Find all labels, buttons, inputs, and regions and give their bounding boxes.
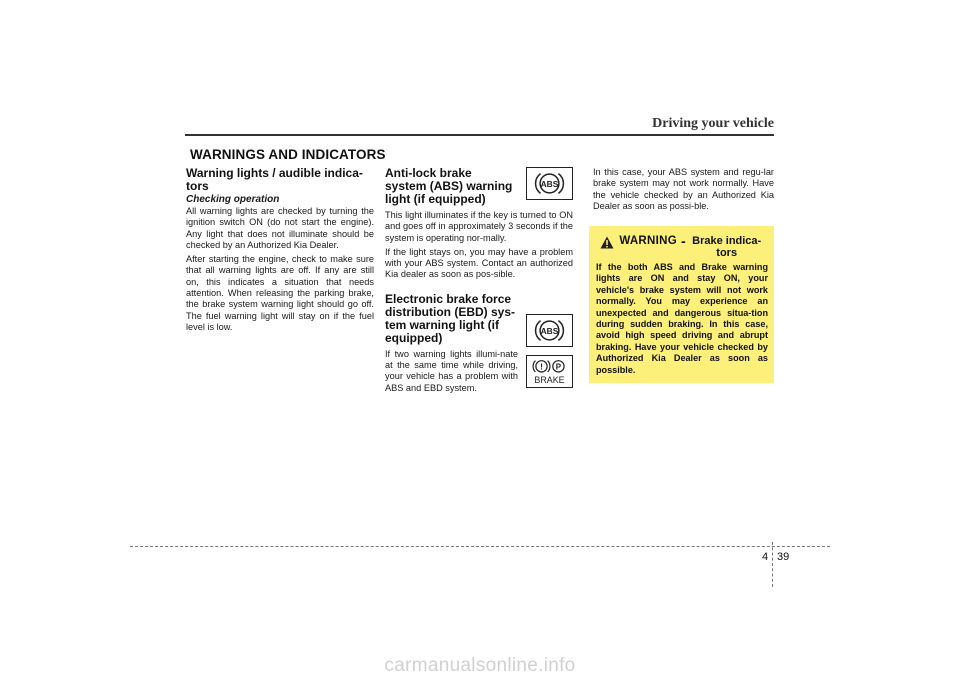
column-continued xyxy=(593,167,774,215)
brake-warning-icon xyxy=(526,355,573,388)
checking-paragraph-1: All warning lights are checked by turning the ignition switch ON (do not start the engine). Any light that does not illuminate should be checked by an Authorized Kia Dealer. xyxy=(186,206,374,250)
checking-paragraph-2: After starting the engine, check to make sure that all warning lights are off. If any are still on, this indicates a situation that needs attention. When releasing the parking brake, the brake system warning light should go off. The fuel warning light will stay on if the fuel level is low. xyxy=(186,254,374,332)
header-rule xyxy=(185,134,774,136)
running-title: Driving your vehicle xyxy=(652,116,774,131)
abs-heading: Anti-lock brake system (ABS) warning light (if equipped) xyxy=(385,166,513,206)
chapter-number: 4 xyxy=(762,551,769,563)
warning-header xyxy=(596,235,768,259)
checking-operation-subheading: Checking operation xyxy=(186,194,280,205)
ebd-heading: Electronic brake force distribution (EBD) sys-tem warning light (if equipped) xyxy=(385,291,516,345)
footer-rule xyxy=(130,546,830,547)
brake-icon-graphic xyxy=(527,356,572,387)
abs-paragraph-2: If the light stays on, you may have a problem with your ABS system. Contact an authorized Kia dealer as soon as pos-sible. xyxy=(385,246,573,280)
warning-topic: Brake indica-tors xyxy=(692,235,762,259)
ebd-paragraph: If two warning lights illumi-nate at the same time while driving, your vehicle has a problem with ABS and EBD system. xyxy=(385,348,518,393)
warning-label: WARNING xyxy=(619,235,677,247)
brake-excl-text: ! xyxy=(540,361,543,372)
brake-p-text: P xyxy=(555,362,562,372)
brake-label-text: BRAKE xyxy=(534,375,565,386)
abs-icon-text-2: ABS xyxy=(540,325,559,336)
section-title: WARNINGS AND INDICATORS xyxy=(190,147,386,162)
ebd-abs-icon xyxy=(526,314,573,347)
page-number: 39 xyxy=(777,551,790,563)
warning-triangle-icon xyxy=(600,236,614,249)
abs-icon-graphic xyxy=(527,168,572,199)
warning-separator: - xyxy=(681,233,686,249)
continued-paragraph: In this case, your ABS system and regu-lar brake system may not work normally. Have the vehicle checked by an Authorized Kia Dealer as soon as possi-ble. xyxy=(593,167,774,211)
column-warning-lights xyxy=(186,167,374,336)
footer-divider xyxy=(772,542,773,587)
watermark: carmanualsonline.info xyxy=(384,655,576,676)
warning-lights-heading: Warning lights / audible indica-tors xyxy=(186,166,363,193)
brake-warning-box xyxy=(589,226,774,383)
abs-paragraph-1: This light illuminates if the key is turned to ON and goes off in approximately 3 seconds if the system is operating nor-mally. xyxy=(385,210,573,243)
abs-warning-icon xyxy=(526,167,573,200)
abs-icon-text-1: ABS xyxy=(540,178,559,189)
ebd-abs-icon-graphic xyxy=(527,315,572,346)
warning-body: If the both ABS and Brake warning lights are ON and stay ON, your vehicle's brake system will not work normally. You may experience an unexpected and dangerous situa-tion during sudden braking. In this case, avoid high speed driving and abrupt braking. Have your vehicle checked by Authorized Kia Dealer as soon as possible. xyxy=(596,262,768,375)
